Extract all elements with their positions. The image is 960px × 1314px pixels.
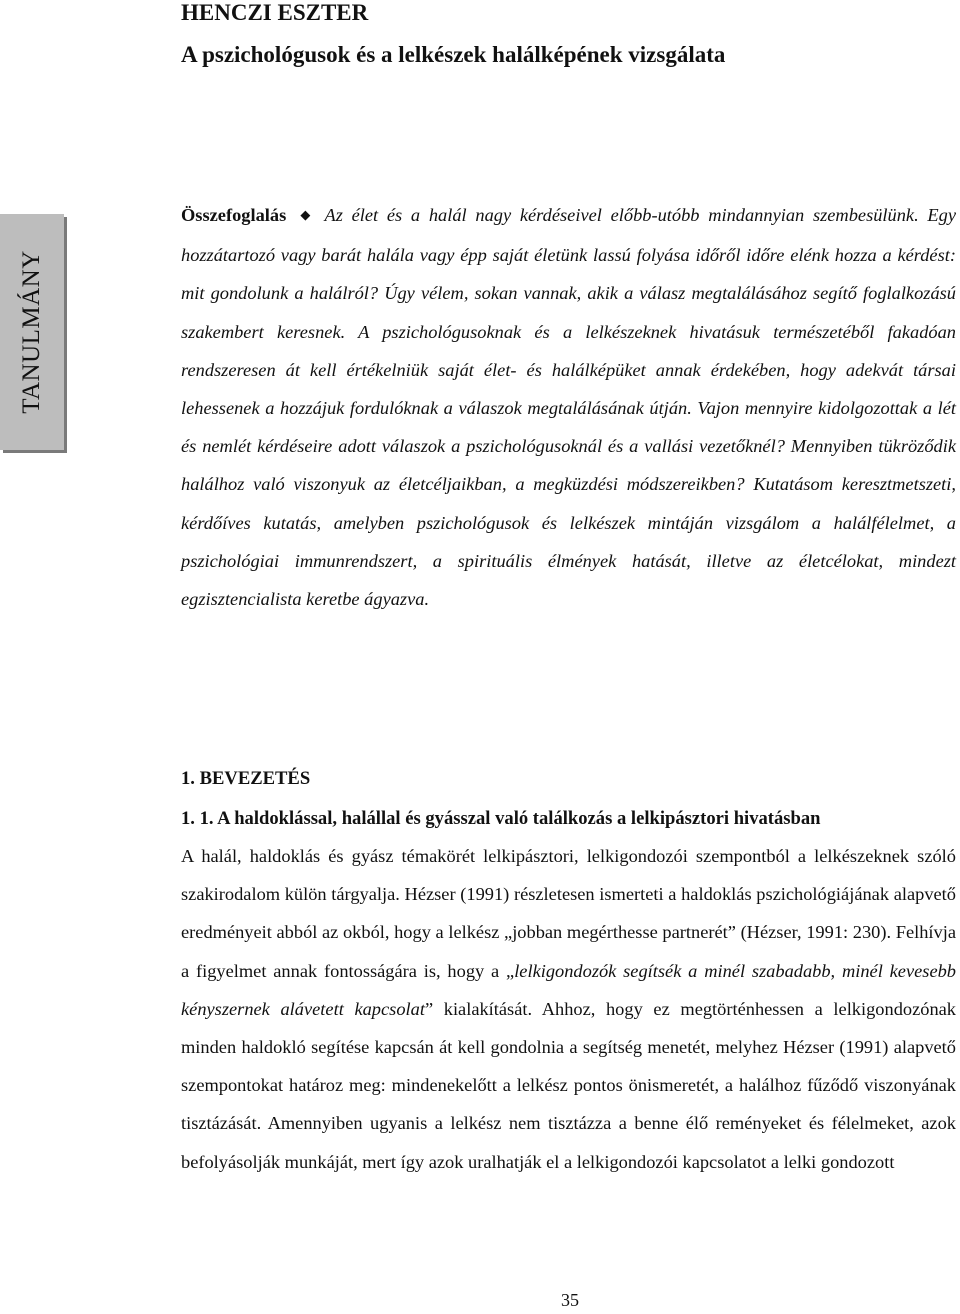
abstract-lead: Összefoglalás bbox=[181, 205, 287, 225]
abstract-text: Az élet és a halál nagy kérdéseivel előbb-utóbb mindannyian szembesülünk. Egy hozzátartozó vagy barát halála vagy épp saját életünk lassú folyása időről időre elénk hozza a kérdést: mit gondolunk a halálról? Úgy vélem, sokan vannak, akik a válasz megtalálásához segítő foglalkozású szakembert keresnek. A pszichológusoknak és a lelkészeknek hivatásuk természetéből fakadóan rendszeresen át kell értékelniük saját élet- és halálképüket annak érdekében, hogy adekvát társai lehessenek a hozzájuk fordulóknak a válaszok megtalálásának útján. Vajon mennyire kidolgozottak a lét és nemlét kérdéseire adott válaszok a pszichológusoknál és a vallási vezetőknél? Mennyiben tükröződik halálhoz való viszonyuk az életcéljaikban, a megküzdési módszereikben? Kutatásom keresztmetszeti, kérdőíves kutatás, amelyben pszichológusok és lelkészek mintáján vizsgálom a halálfélelmet, a pszichológiai immunrendszert, a spirituális élmények hatását, illetve az életcélokat, mindezt egzisztencialista keretbe ágyazva. bbox=[181, 205, 957, 610]
sidebar-label: TANULMÁNY bbox=[18, 250, 45, 414]
page-number: 35 bbox=[561, 1290, 579, 1310]
body-paragraph bbox=[181, 837, 956, 1181]
diamond-icon: ◆ bbox=[296, 207, 315, 222]
section-sidebar-tab bbox=[0, 214, 64, 450]
body-text-part1: A halál, haldoklás és gyász témakörét lelkipásztori, lelkigondozói szempontból a lelkészeknek szóló szakirodalom külön tárgyalja. Hézser (1991) részletesen ismerteti a haldoklás pszichológiájának alapvető eredményeit abból az okból, hogy a lelkész „jobban megérthesse partnerét” (Hézser, 1991: 230). Felhívja a figyelmet annak fontosságára is, hogy a „ bbox=[181, 846, 956, 981]
abstract bbox=[181, 196, 956, 618]
section-heading: 1. BEVEZETÉS bbox=[181, 768, 311, 789]
body-text-part2: ” kialakítását. Ahhoz, hogy ez megtörténhessen a lelkigondozónak minden haldokló segítése kapcsán át kell gondolnia a segítség menetét, melyhez Hézser (1991) alapvető szempontokat határoz meg: mindenekelőtt a lelkész pontos önismeretét, a halálhoz fűződő viszonyának tisztázását. Amennyiben ugyanis a lelkész nem tisztázza a benne élő reményeket és félelmeket, azok befolyásolják munkáját, mert így azok uralhatják el a lelkigondozói kapcsolatot a lelki gondozott bbox=[181, 998, 956, 1172]
article-title: A pszichológusok és a lelkészek halálképének vizsgálata bbox=[181, 42, 726, 67]
body-quote: lelkigondozók segítsék a minél szabadabb, minél kevesebb kényszernek alávetett kapcsolat bbox=[181, 960, 956, 1019]
author-name: HENCZI ESZTER bbox=[181, 0, 369, 25]
subsection-heading: 1. 1. A haldoklással, halállal és gyásszal való találkozás a lelkipásztori hivatásban bbox=[181, 808, 821, 829]
